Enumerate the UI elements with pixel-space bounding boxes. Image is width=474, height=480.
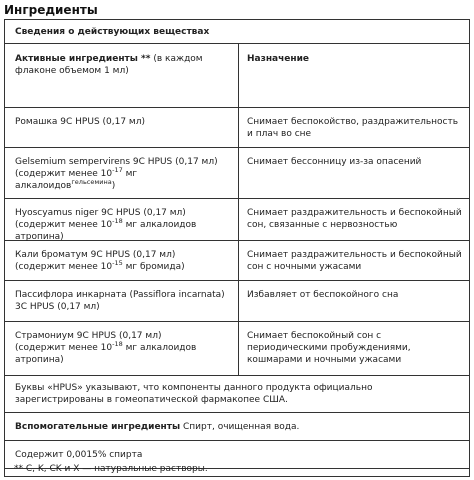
- table-row: [5, 241, 469, 281]
- ingredient-name: Страмониум 9С HPUS (0,17 мл): [15, 331, 162, 341]
- ingredient-name: Gelsemium sempervirens 9C HPUS (0,17 мл): [15, 157, 218, 167]
- ingredient-detail: (содержит менее $10^{-18}$ мг алкалоидов атропина): [15, 340, 197, 365]
- col-active-note: (в каждом флаконе объемом 1 мл): [15, 54, 203, 76]
- ingredient-purpose: Снимает беспокойство, раздражительность и плач во сне: [247, 117, 459, 139]
- table-header: Сведения о действующих веществах: [15, 27, 210, 37]
- page-title: Ингредиенты: [4, 3, 98, 17]
- col-purpose-label: Назначение: [247, 54, 310, 64]
- inactive-label: Вспомогательные ингредиенты: [15, 422, 181, 432]
- ingredient-name: Кали броматум 9С HPUS (0,17 мл): [15, 250, 176, 260]
- footnote: ** C, K, CK и X — натуральные растворы.: [14, 464, 208, 474]
- column-header-row: [5, 44, 469, 108]
- ingredient-purpose: Снимает бессонницу из-за опасений: [247, 157, 422, 167]
- ingredient-purpose: Избавляет от беспокойного сна: [247, 290, 399, 300]
- ingredient-detail: (содержит менее $10^{-17}$ мг алкалоидов$^{гельсемина}$): [15, 166, 138, 191]
- table-row: [5, 281, 469, 322]
- table-row: [5, 199, 469, 241]
- table-row: [5, 322, 469, 376]
- table-header-row: [5, 20, 469, 44]
- ingredient-purpose: Снимает раздражительность и беспокойный сон с ночными ужасами: [247, 250, 462, 272]
- col-active-label: Активные ингредиенты **: [15, 54, 151, 64]
- ingredient-detail: (содержит менее $10^{-15}$ мг бромида): [15, 259, 185, 272]
- ingredient-detail: (содержит менее $10^{-18}$ мг алкалоидов атропина): [15, 217, 197, 242]
- hpus-note: Буквы «HPUS» указывают, что компоненты данного продукта официально зарегистрированы в гомеопатической фармакопее США.: [15, 383, 373, 405]
- ingredient-name: Ромашка 9С HPUS (0,17 мл): [15, 117, 145, 127]
- inactive-row: [5, 413, 469, 441]
- ingredient-purpose: Снимает беспокойный сон с периодическими пробуждениями, кошмарами и ночными ужасами: [247, 331, 411, 365]
- ingredient-name: Пассифлора инкарната (Passiflora incarnata) 3C HPUS (0,17 мл): [15, 290, 225, 312]
- ingredients-table: [4, 19, 470, 477]
- ingredient-purpose: Снимает раздражительность и беспокойный сон, связанные с нервозностью: [247, 208, 462, 230]
- alcohol-content: Содержит 0,0015% спирта: [15, 450, 143, 460]
- inactive-value: Спирт, очищенная вода.: [180, 422, 300, 432]
- hpus-note-row: [5, 376, 469, 413]
- table-row: [5, 148, 469, 199]
- ingredient-name: Hyoscyamus niger 9C HPUS (0,17 мл): [15, 208, 186, 218]
- table-row: [5, 108, 469, 148]
